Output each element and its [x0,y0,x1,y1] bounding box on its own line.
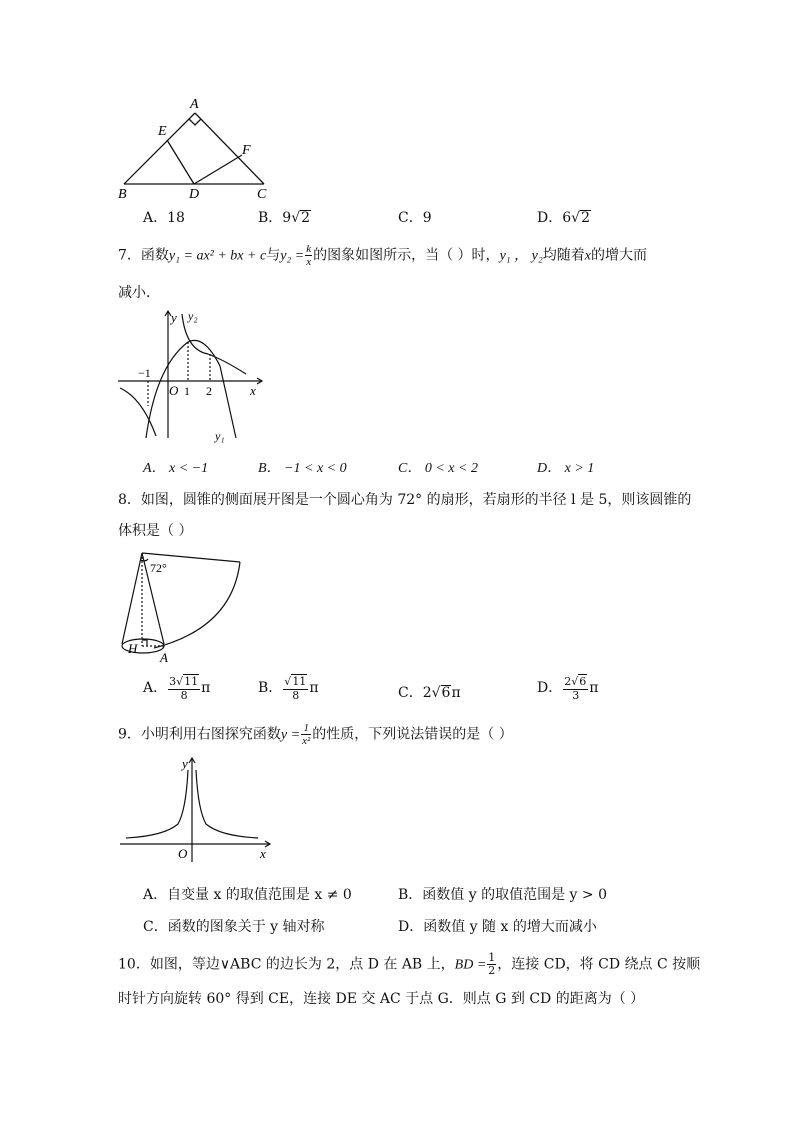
q6-option-d[interactable]: D．6√2 [537,210,590,226]
q7-text-c: 的图象如图所示，当（ ）时， [313,247,500,264]
q6-segment-ed [167,140,194,184]
q8-stem-line2: 体积是（ ） [118,523,193,539]
q8-option-c-radicand: 6 [441,685,451,701]
q7-label-origin: O [169,383,179,398]
q7-stem-line2: 减小． [118,285,160,301]
q7-hyperbola-branch-right [182,314,246,374]
q7-text-b: 与 [266,247,281,264]
q8-sector-arc [154,562,240,648]
q8-option-a-frac: $\frac{3√11}{8}$ [169,675,199,702]
q8-cone-side-left [122,553,142,644]
q8-option-d-frac: $\frac{2√6}{3}$ [564,675,587,702]
q9-text-b: 的性质，下列说法错误的是（ ） [312,726,513,743]
q10-stem-line2: 时针方向旋转 60° 得到 CE，连接 DE 交 AC 于点 G．则点 G 到 CD 的距离为（ ） [118,991,645,1007]
q6-option-c[interactable]: C．9 [398,210,432,226]
q7-text-a: 7．函数 [118,247,169,264]
q9-option-b[interactable]: B．函数值 y 的取值范围是 y > 0 [398,887,607,903]
q8-label-a: A [160,650,168,665]
q7-label-neg1: −1 [138,366,151,380]
q8-option-a-pi: π [201,680,211,696]
q7-expr-y1: y₁ = ax² + bx + c [168,248,267,264]
q6-option-b-prefix: B．9 [258,210,292,226]
q7-var-x: x [584,248,591,264]
q7-label-one: 1 [184,384,190,398]
q8-option-d-pi: π [589,680,599,696]
q9-option-d[interactable]: D．函数值 y 随 x 的增大而减小 [398,919,597,935]
q6-label-c: C [257,187,267,202]
q7-option-b[interactable]: B． −1 < x < 0 [258,461,347,476]
q9-option-c[interactable]: C．函数的图象关于 y 轴对称 [143,919,325,935]
q7-expr-y1y2: y₁ ， y₂ [499,248,543,264]
q10-text-b: ，连接 CD，将 CD 绕点 C 按顺 [497,956,701,973]
q9-label-origin: O [178,846,188,861]
q8-option-b-frac: $\frac{√11}{8}$ [284,675,307,702]
q6-label-b: B [118,187,127,202]
q6-label-d: D [189,187,200,202]
q8-label-h: H [128,641,138,656]
q7-label-y1: y₁ [215,429,225,443]
q9-label-x: x [260,846,266,861]
q8-option-d[interactable] [537,674,598,702]
q8-option-c-pi: π [451,685,461,701]
q6-label-e: E [158,124,167,139]
q7-option-a[interactable]: A． x < −1 [143,461,209,476]
q7-label-y: y [171,310,177,325]
q10-stem-line1 [118,952,700,977]
q8-right-angle-mark [142,640,147,646]
q10-text-a: 10．如图，等边∨ABC 的边长为 2，点 D 在 AB 上， [118,956,455,973]
q7-option-d[interactable]: D． x > 1 [537,461,595,476]
q8-option-c-label: C．2 [398,685,432,701]
q8-stem-line1: 8．如图，圆锥的侧面展开图是一个圆心角为 72° 的扇形，若扇形的半径 l 是 5，则该圆锥的 [118,492,692,508]
q6-option-b-radicand: 2 [301,210,311,226]
q7-stem-line1 [118,243,647,268]
q6-label-a: A [190,97,199,112]
q6-option-b[interactable]: B．9√2 [258,210,311,226]
q7-label-y2: y₂ [188,309,198,323]
q9-stem [118,722,513,747]
q8-option-b-pi: π [309,680,319,696]
q7-expr-y2-lhs: y₂ = [280,248,305,264]
q9-text-a: 9．小明利用右图探究函数 [118,726,281,743]
q7-label-two: 2 [206,384,212,398]
q8-label-angle: 72° [150,561,167,575]
q6-option-a[interactable]: A．18 [143,210,185,226]
q6-right-angle-mark [189,119,201,125]
q7-parabola-y1 [146,340,236,438]
q7-option-c[interactable]: C． 0 < x < 2 [398,461,478,476]
q6-triangle-figure [112,92,282,202]
q8-option-b[interactable] [258,674,319,702]
q8-option-a-label: A． [143,680,168,696]
q6-segment-ac [195,113,264,184]
q7-text-e: 的增大而 [590,247,647,264]
q6-label-f: F [242,143,251,158]
q9-option-a[interactable]: A．自变量 x 的取值范围是 x ≠ 0 [143,887,352,903]
q8-option-a[interactable] [143,674,210,702]
q7-text-d: 均随着 [542,247,585,264]
q8-option-b-label: B． [258,680,283,696]
q9-label-y: y [182,756,188,771]
q10-expr-bd: BD = [454,957,487,973]
q9-frac-1-over-x2: $\frac{1}{\text{x²}}$ [302,722,311,747]
q9-expr-lhs: y = [280,727,301,743]
q9-function-graph [112,752,277,864]
q7-frac-k-over-x: $\frac{k}{x}$ [306,243,312,268]
q9-curve-right [196,770,258,838]
q8-option-d-label: D． [537,680,563,696]
q6-segment-df [194,155,242,184]
q10-frac-half: $\frac{1}{2}$ [488,951,496,977]
q9-curve-left [126,770,188,838]
q6-option-d-prefix: D．6 [537,210,572,226]
q6-option-d-radicand: 2 [581,210,590,226]
q7-label-x: x [250,383,256,398]
q8-option-c[interactable]: C．2√6π [398,685,461,701]
q7-function-graph [112,306,272,446]
q8-cone-figure [112,548,247,668]
